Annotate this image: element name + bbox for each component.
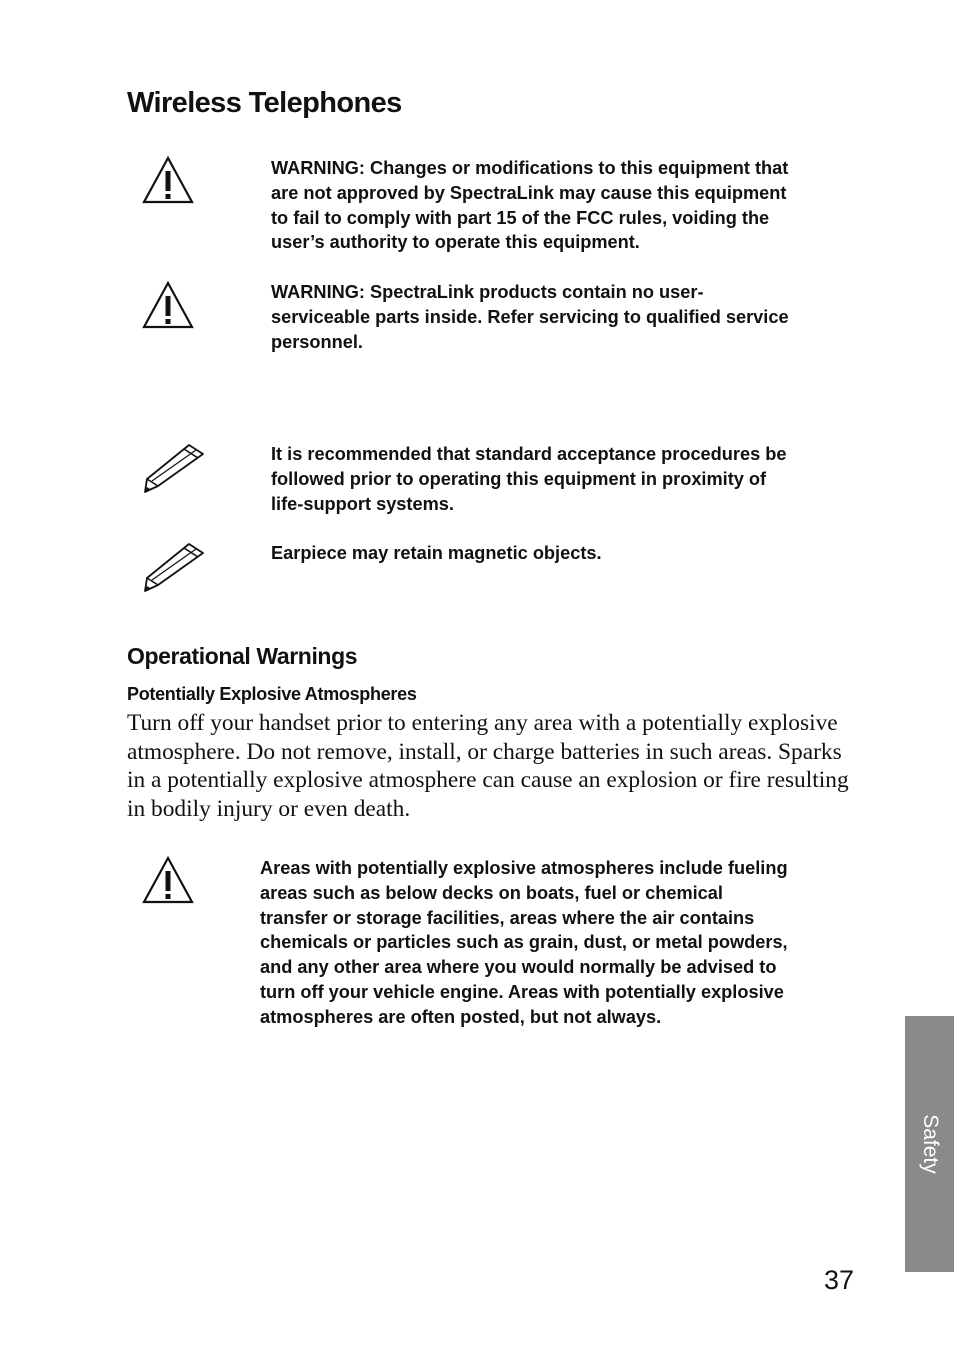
pencil-icon (141, 541, 207, 598)
side-tab-label: Safety (918, 1114, 942, 1174)
page-title: Wireless Telephones (127, 87, 402, 119)
note-text-life-support: It is recommended that standard acceptance procedures be followed prior to operating this equipment in proximity of life-support systems. (271, 444, 787, 514)
warning-text-service: WARNING: SpectraLink products contain no user-serviceable parts inside. Refer servicing to qualified service personnel. (271, 282, 789, 352)
warning-icon (141, 280, 195, 335)
warning-icon (141, 155, 195, 210)
pencil-icon (141, 442, 207, 499)
note-text-magnetic: Earpiece may retain magnetic objects. (271, 543, 602, 563)
page-number: 37 (824, 1265, 855, 1295)
warning-text-fcc: WARNING: Changes or modifications to this equipment that are not approved by SpectraLink may cause this equipment to fail to comply with part 15 of the FCC rules, voiding the user’s authority to operate this equipment. (271, 158, 789, 253)
warning-text-explosive: Areas with potentially explosive atmospheres include fueling areas such as below decks on boats, fuel or chemical transfer or storage facilities, areas where the air contains chemicals or particles such as grain, dust, or metal powders, and any other area where you would normally be advised to turn off your vehicle engine. Areas with potentially explosive atmospheres are often posted, but not always. (260, 858, 788, 1027)
body-paragraph: Turn off your handset prior to entering any area with a potentially explosive atmosphere. Do not remove, install, or charge batteries in such areas. Sparks in a potentially explosive atmosphere can cause an explosion or fire resulting in bodily injury or even death. (127, 710, 849, 822)
side-tab-safety (905, 1016, 954, 1272)
subsection-heading: Potentially Explosive Atmospheres (127, 684, 417, 704)
warning-icon (141, 855, 195, 910)
section-heading: Operational Warnings (127, 643, 358, 669)
